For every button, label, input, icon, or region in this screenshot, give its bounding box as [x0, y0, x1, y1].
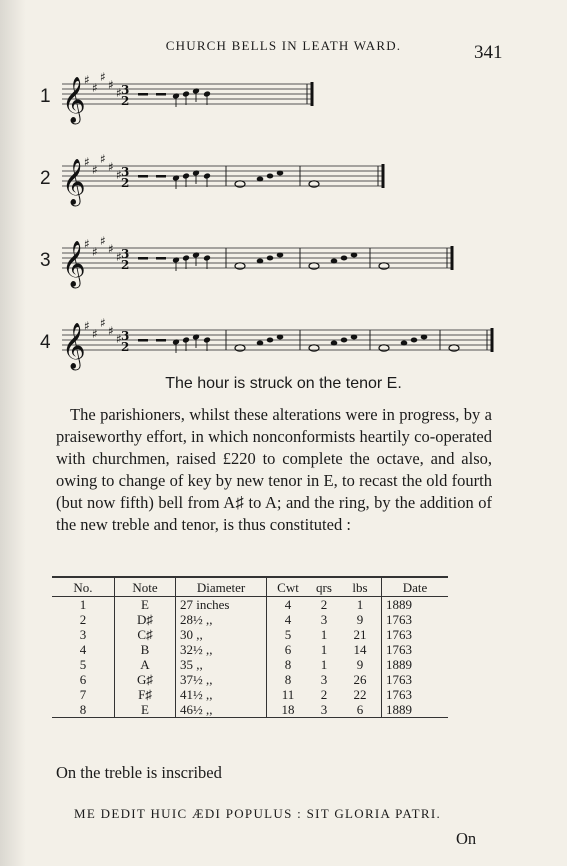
cell-no: 6	[52, 672, 115, 687]
cell-cwt: 4	[284, 597, 292, 612]
sharp-icon: ♯	[108, 242, 114, 256]
sharp-icon: ♯	[92, 327, 98, 341]
cell-diameter: 35 ,,	[176, 657, 267, 672]
cell-lbs: 26	[339, 672, 382, 687]
note-icon	[257, 177, 264, 182]
body-paragraph: The parishioners, whilst these alterations were in progress, by a praiseworthy effort, in which nonconformists heartily co-operated with churchmen, raised £220 to complete the octave, and also, owing to change of key by new tenor in E, to recast the old fourth (but now fifth) bell from A♯ to A; and the ring, by the addition of the new treble and tenor, is thus constituted :	[56, 405, 492, 534]
cell-lbs: 6	[339, 702, 382, 718]
music-notation-4	[0, 316, 567, 376]
time-signature-top: 3	[121, 165, 130, 179]
cell-note: B	[115, 642, 176, 657]
music-staff-4	[0, 316, 567, 376]
treble-clef-icon: 𝄞	[62, 241, 86, 287]
music-staff-2	[0, 152, 567, 212]
treble-inscription-intro: On the treble is inscribed	[56, 763, 222, 782]
sharp-icon: ♯	[92, 81, 98, 95]
cell-lbs: 22	[339, 687, 382, 702]
music-staff-1	[0, 70, 567, 130]
note-icon	[401, 341, 408, 346]
cell-date: 1763	[386, 612, 412, 627]
cell-cwt: 8	[284, 672, 292, 687]
time-signature-top: 3	[121, 329, 130, 343]
cell-no: 8	[52, 702, 115, 718]
cell-cwt: 6	[284, 642, 292, 657]
cell-diameter: 32½ ,,	[176, 642, 267, 657]
note-icon	[351, 335, 358, 340]
rest-icon	[138, 175, 148, 178]
cell-cwt: 8	[284, 657, 292, 672]
note-icon	[267, 338, 274, 343]
running-head: CHURCH BELLS IN LEATH WARD.	[165, 38, 402, 53]
table-header-row	[52, 577, 448, 597]
bell-inscription: ME DEDIT HUIC ÆDI POPULUS : SIT GLORIA PATRI.	[74, 806, 442, 821]
staff-number: 4	[40, 332, 51, 353]
note-icon	[421, 335, 428, 340]
cell-lbs: 9	[339, 657, 382, 672]
note-icon	[411, 338, 418, 343]
sharp-icon: ♯	[100, 152, 106, 166]
cell-qrs: 3	[320, 672, 328, 687]
table-row	[52, 702, 448, 718]
cell-cwt: 18	[267, 702, 310, 718]
note-icon	[331, 259, 338, 264]
note-icon	[341, 256, 348, 261]
page-number: 341	[474, 42, 503, 63]
cell-cwt: 4	[284, 612, 292, 627]
cell-qrs: 2	[320, 687, 328, 702]
cell-note: F♯	[115, 687, 176, 702]
note-icon	[257, 259, 264, 264]
sharp-icon: ♯	[116, 250, 122, 264]
cell-no: 7	[52, 687, 115, 702]
cell-lbs: 9	[339, 612, 382, 627]
time-signature-bottom: 2	[121, 258, 130, 272]
cell-lbs: 14	[339, 642, 382, 657]
cell-diameter: 27 inches	[176, 597, 267, 613]
table-row	[52, 687, 448, 702]
cell-diameter: 37½ ,,	[176, 672, 267, 687]
sharp-icon: ♯	[116, 332, 122, 346]
cell-qrs: 1	[320, 627, 328, 642]
time-signature-bottom: 2	[121, 94, 130, 108]
staff-number: 3	[40, 250, 51, 271]
cell-date: 1763	[386, 687, 412, 702]
cell-date: 1889	[386, 657, 412, 672]
rest-icon	[156, 175, 166, 178]
time-signature-top: 3	[121, 83, 130, 97]
sharp-icon: ♯	[92, 245, 98, 259]
note-icon	[331, 341, 338, 346]
treble-clef-icon: 𝄞	[62, 323, 86, 369]
cell-lbs: 1	[339, 597, 382, 613]
cell-qrs: 1	[320, 642, 328, 657]
cell-diameter: 41½ ,,	[176, 687, 267, 702]
time-signature-bottom: 2	[121, 340, 130, 354]
cell-note: D♯	[115, 612, 176, 627]
note-icon	[257, 341, 264, 346]
table-row	[52, 612, 448, 627]
music-notation-3	[0, 234, 567, 294]
cell-qrs: 2	[320, 597, 328, 612]
bells-table	[52, 576, 448, 718]
cell-no: 2	[52, 612, 115, 627]
time-signature-top: 3	[121, 247, 130, 261]
note-icon	[267, 174, 274, 179]
treble-clef-icon: 𝄞	[62, 77, 86, 123]
staff-number: 2	[40, 168, 51, 189]
cell-no: 3	[52, 627, 115, 642]
cell-date: 1763	[386, 642, 412, 657]
note-icon	[277, 253, 284, 258]
cell-date: 1763	[386, 627, 412, 642]
cell-note: G♯	[115, 672, 176, 687]
cell-date: 1889	[382, 702, 449, 718]
cell-no: 4	[52, 642, 115, 657]
sharp-icon: ♯	[92, 163, 98, 177]
cell-cwt: 5	[284, 627, 292, 642]
cell-qrs: 3	[320, 612, 328, 627]
header-date: Date	[382, 577, 449, 597]
cell-diameter: 30 ,,	[176, 627, 267, 642]
rest-icon	[138, 257, 148, 260]
sharp-icon: ♯	[84, 237, 90, 251]
table-row	[52, 657, 448, 672]
cell-note: E	[115, 597, 176, 613]
table-row	[52, 672, 448, 687]
sharp-icon: ♯	[84, 155, 90, 169]
staff-number: 1	[40, 86, 51, 107]
cell-qrs: 3	[309, 702, 339, 718]
cell-diameter: 28½ ,,	[176, 612, 267, 627]
rest-icon	[138, 93, 148, 96]
header-diameter: Diameter	[176, 577, 267, 597]
rest-icon	[156, 257, 166, 260]
cell-date: 1763	[386, 672, 412, 687]
cell-note: E	[115, 702, 176, 718]
cell-diameter: 46½ ,,	[176, 702, 267, 718]
sharp-icon: ♯	[100, 70, 106, 84]
sharp-icon: ♯	[100, 234, 106, 248]
rest-icon	[156, 339, 166, 342]
note-icon	[351, 253, 358, 258]
sharp-icon: ♯	[84, 319, 90, 333]
sharp-icon: ♯	[100, 316, 106, 330]
music-notation-1	[0, 70, 567, 130]
catchword: On	[456, 829, 477, 848]
sharp-icon: ♯	[108, 78, 114, 92]
sharp-icon: ♯	[116, 86, 122, 100]
cell-date: 1889	[386, 597, 412, 612]
cell-qrs: 1	[320, 657, 328, 672]
rest-icon	[156, 93, 166, 96]
note-icon	[341, 338, 348, 343]
header-qrs: qrs	[309, 577, 339, 597]
cell-no: 1	[52, 597, 115, 613]
cell-note: A	[115, 657, 176, 672]
sharp-icon: ♯	[116, 168, 122, 182]
treble-clef-icon: 𝄞	[62, 159, 86, 205]
cell-lbs: 21	[339, 627, 382, 642]
note-icon	[277, 171, 284, 176]
cell-no: 5	[52, 657, 115, 672]
table-row	[52, 642, 448, 657]
music-staff-3	[0, 234, 567, 294]
sharp-icon: ♯	[108, 324, 114, 338]
note-icon	[267, 256, 274, 261]
music-caption: The hour is struck on the tenor E.	[165, 375, 402, 392]
header-note: Note	[115, 577, 176, 597]
cell-note: C♯	[115, 627, 176, 642]
music-notation-2	[0, 152, 567, 212]
cell-cwt: 11	[281, 687, 295, 702]
note-icon	[277, 335, 284, 340]
sharp-icon: ♯	[108, 160, 114, 174]
time-signature-bottom: 2	[121, 176, 130, 190]
rest-icon	[138, 339, 148, 342]
header-lbs: lbs	[339, 577, 382, 597]
table-row	[52, 597, 448, 613]
sharp-icon: ♯	[84, 73, 90, 87]
table-row	[52, 627, 448, 642]
header-cwt: Cwt	[267, 577, 310, 597]
header-no: No.	[52, 577, 115, 597]
